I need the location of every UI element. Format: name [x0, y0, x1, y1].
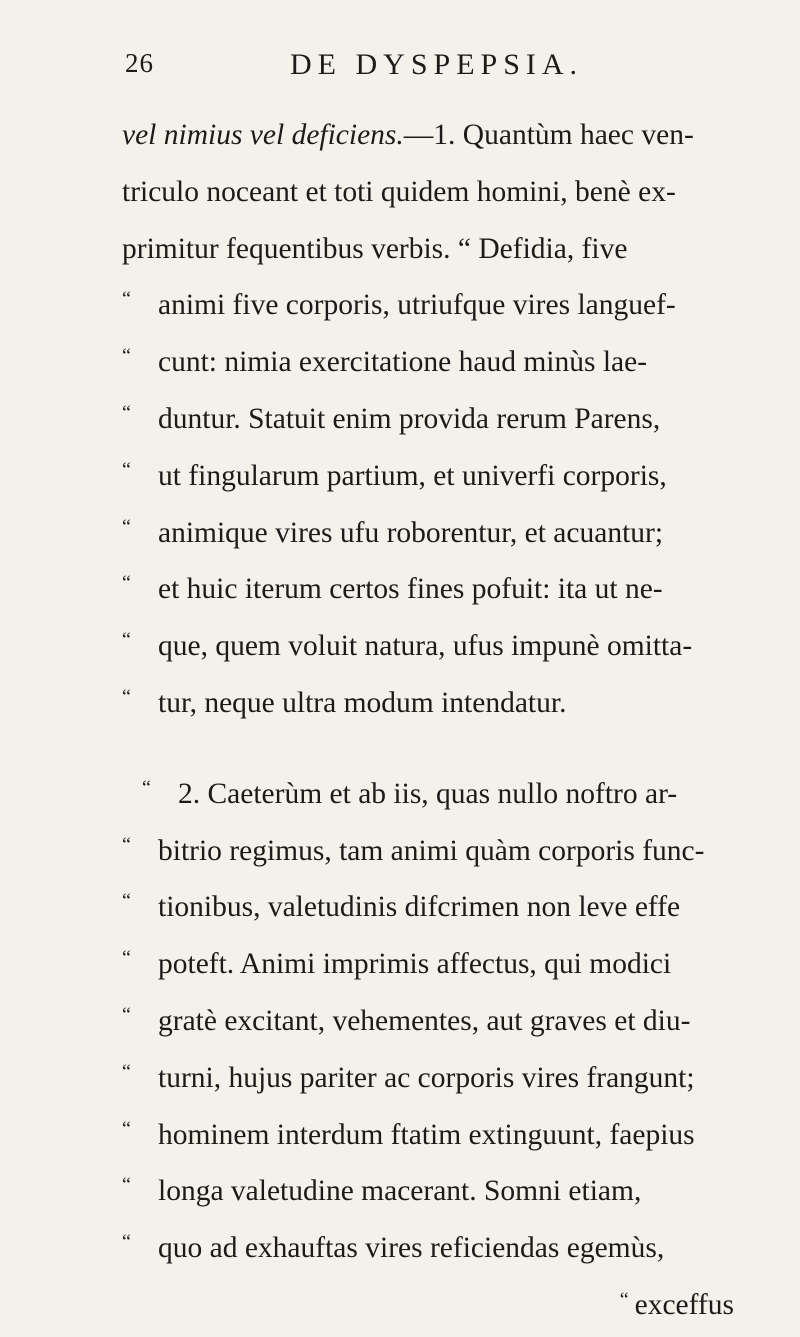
quoted-line-text: tionibus, valetudinis difcrimen non leve effe — [158, 891, 681, 924]
quoted-line-text: que, quem voluit natura, ufus impunè omitta- — [158, 630, 693, 663]
quoted-line-text: duntur. Statuit enim provida rerum Parens, — [158, 402, 661, 435]
quoted-line-text: gratè excitant, vehementes, aut graves et diu- — [158, 1004, 691, 1037]
quoted-line-text: animi five corporis, utriufque vires languef- — [158, 289, 676, 322]
running-title: DE DYSPEPSIA. — [290, 48, 584, 81]
quote-mark: “ — [122, 401, 131, 424]
text-line-rest: —1. Quantùm haec ven- — [403, 119, 694, 151]
quote-mark: “ — [122, 1117, 131, 1140]
quoted-line — [122, 448, 742, 505]
quote-mark: “ — [122, 458, 131, 481]
quote-mark: “ — [122, 515, 131, 538]
quote-mark: “ — [122, 345, 131, 368]
quoted-line — [122, 334, 742, 391]
text-line: primitur fequentibus verbis. “ Defidia, five — [122, 232, 628, 265]
quoted-line — [122, 993, 742, 1050]
quote-mark: “ — [122, 890, 131, 913]
quote-mark: “ — [122, 1060, 131, 1083]
quoted-line — [122, 766, 742, 823]
quote-mark: “ — [122, 1231, 131, 1254]
quoted-line — [122, 561, 742, 618]
quoted-line-text: longa valetudine macerant. Somni etiam, — [158, 1175, 642, 1208]
quoted-line-text: hominem interdum ftatim extinguunt, faepius — [158, 1118, 695, 1151]
text-line — [122, 107, 742, 164]
catchword-line — [122, 1277, 742, 1334]
quoted-line-text: bitrio regimus, tam animi quàm corporis func- — [158, 834, 705, 867]
quote-mark: “ — [122, 1003, 131, 1026]
quote-mark: “ — [122, 572, 131, 595]
page-number: 26 — [125, 48, 154, 78]
quoted-line — [122, 618, 742, 675]
quote-mark: “ — [122, 1174, 131, 1197]
quoted-line — [122, 277, 742, 334]
quoted-line-text: cunt: nimia exercitatione haud minùs lae- — [158, 346, 648, 379]
body-text — [122, 107, 742, 1334]
quoted-line-text: ut fingularum partium, et univerfi corporis, — [158, 459, 667, 492]
italic-phrase: vel nimius vel deficiens. — [122, 119, 404, 151]
text-line: triculo noceant et toti quidem homini, benè ex- — [122, 175, 676, 208]
quoted-line — [122, 879, 742, 936]
quote-mark: “ — [619, 1288, 629, 1311]
quoted-line — [122, 1107, 742, 1164]
quote-mark: “ — [122, 685, 131, 708]
quoted-line-text: et huic iterum certos fines pofuit: ita ut ne- — [158, 573, 663, 606]
quoted-line — [122, 1163, 742, 1220]
quote-mark: “ — [122, 947, 131, 970]
page-header — [0, 48, 800, 98]
quoted-line — [122, 823, 742, 880]
quoted-line — [122, 505, 742, 562]
quoted-line-text: animique vires ufu roborentur, et acuantur; — [158, 516, 664, 549]
quoted-line-text: tur, neque ultra modum intendatur. — [158, 686, 567, 719]
catchword: exceffus — [634, 1288, 734, 1321]
quoted-line-text: quo ad exhauftas vires reficiendas egemùs, — [158, 1232, 665, 1265]
quoted-line — [122, 391, 742, 448]
quoted-line-text: 2. Caeterùm et ab iis, quas nullo noftro ar- — [178, 777, 678, 810]
quoted-line — [122, 1220, 742, 1277]
paragraph-gap — [122, 732, 742, 766]
quote-mark: “ — [142, 776, 151, 799]
quoted-line-text: turni, hujus pariter ac corporis vires frangunt; — [158, 1061, 695, 1094]
quoted-line-text: poteft. Animi imprimis affectus, qui modici — [158, 948, 672, 981]
quote-mark: “ — [122, 288, 131, 311]
quote-mark: “ — [122, 833, 131, 856]
quoted-line — [122, 936, 742, 993]
quoted-line — [122, 1050, 742, 1107]
quoted-line — [122, 675, 742, 732]
quote-mark: “ — [122, 629, 131, 652]
